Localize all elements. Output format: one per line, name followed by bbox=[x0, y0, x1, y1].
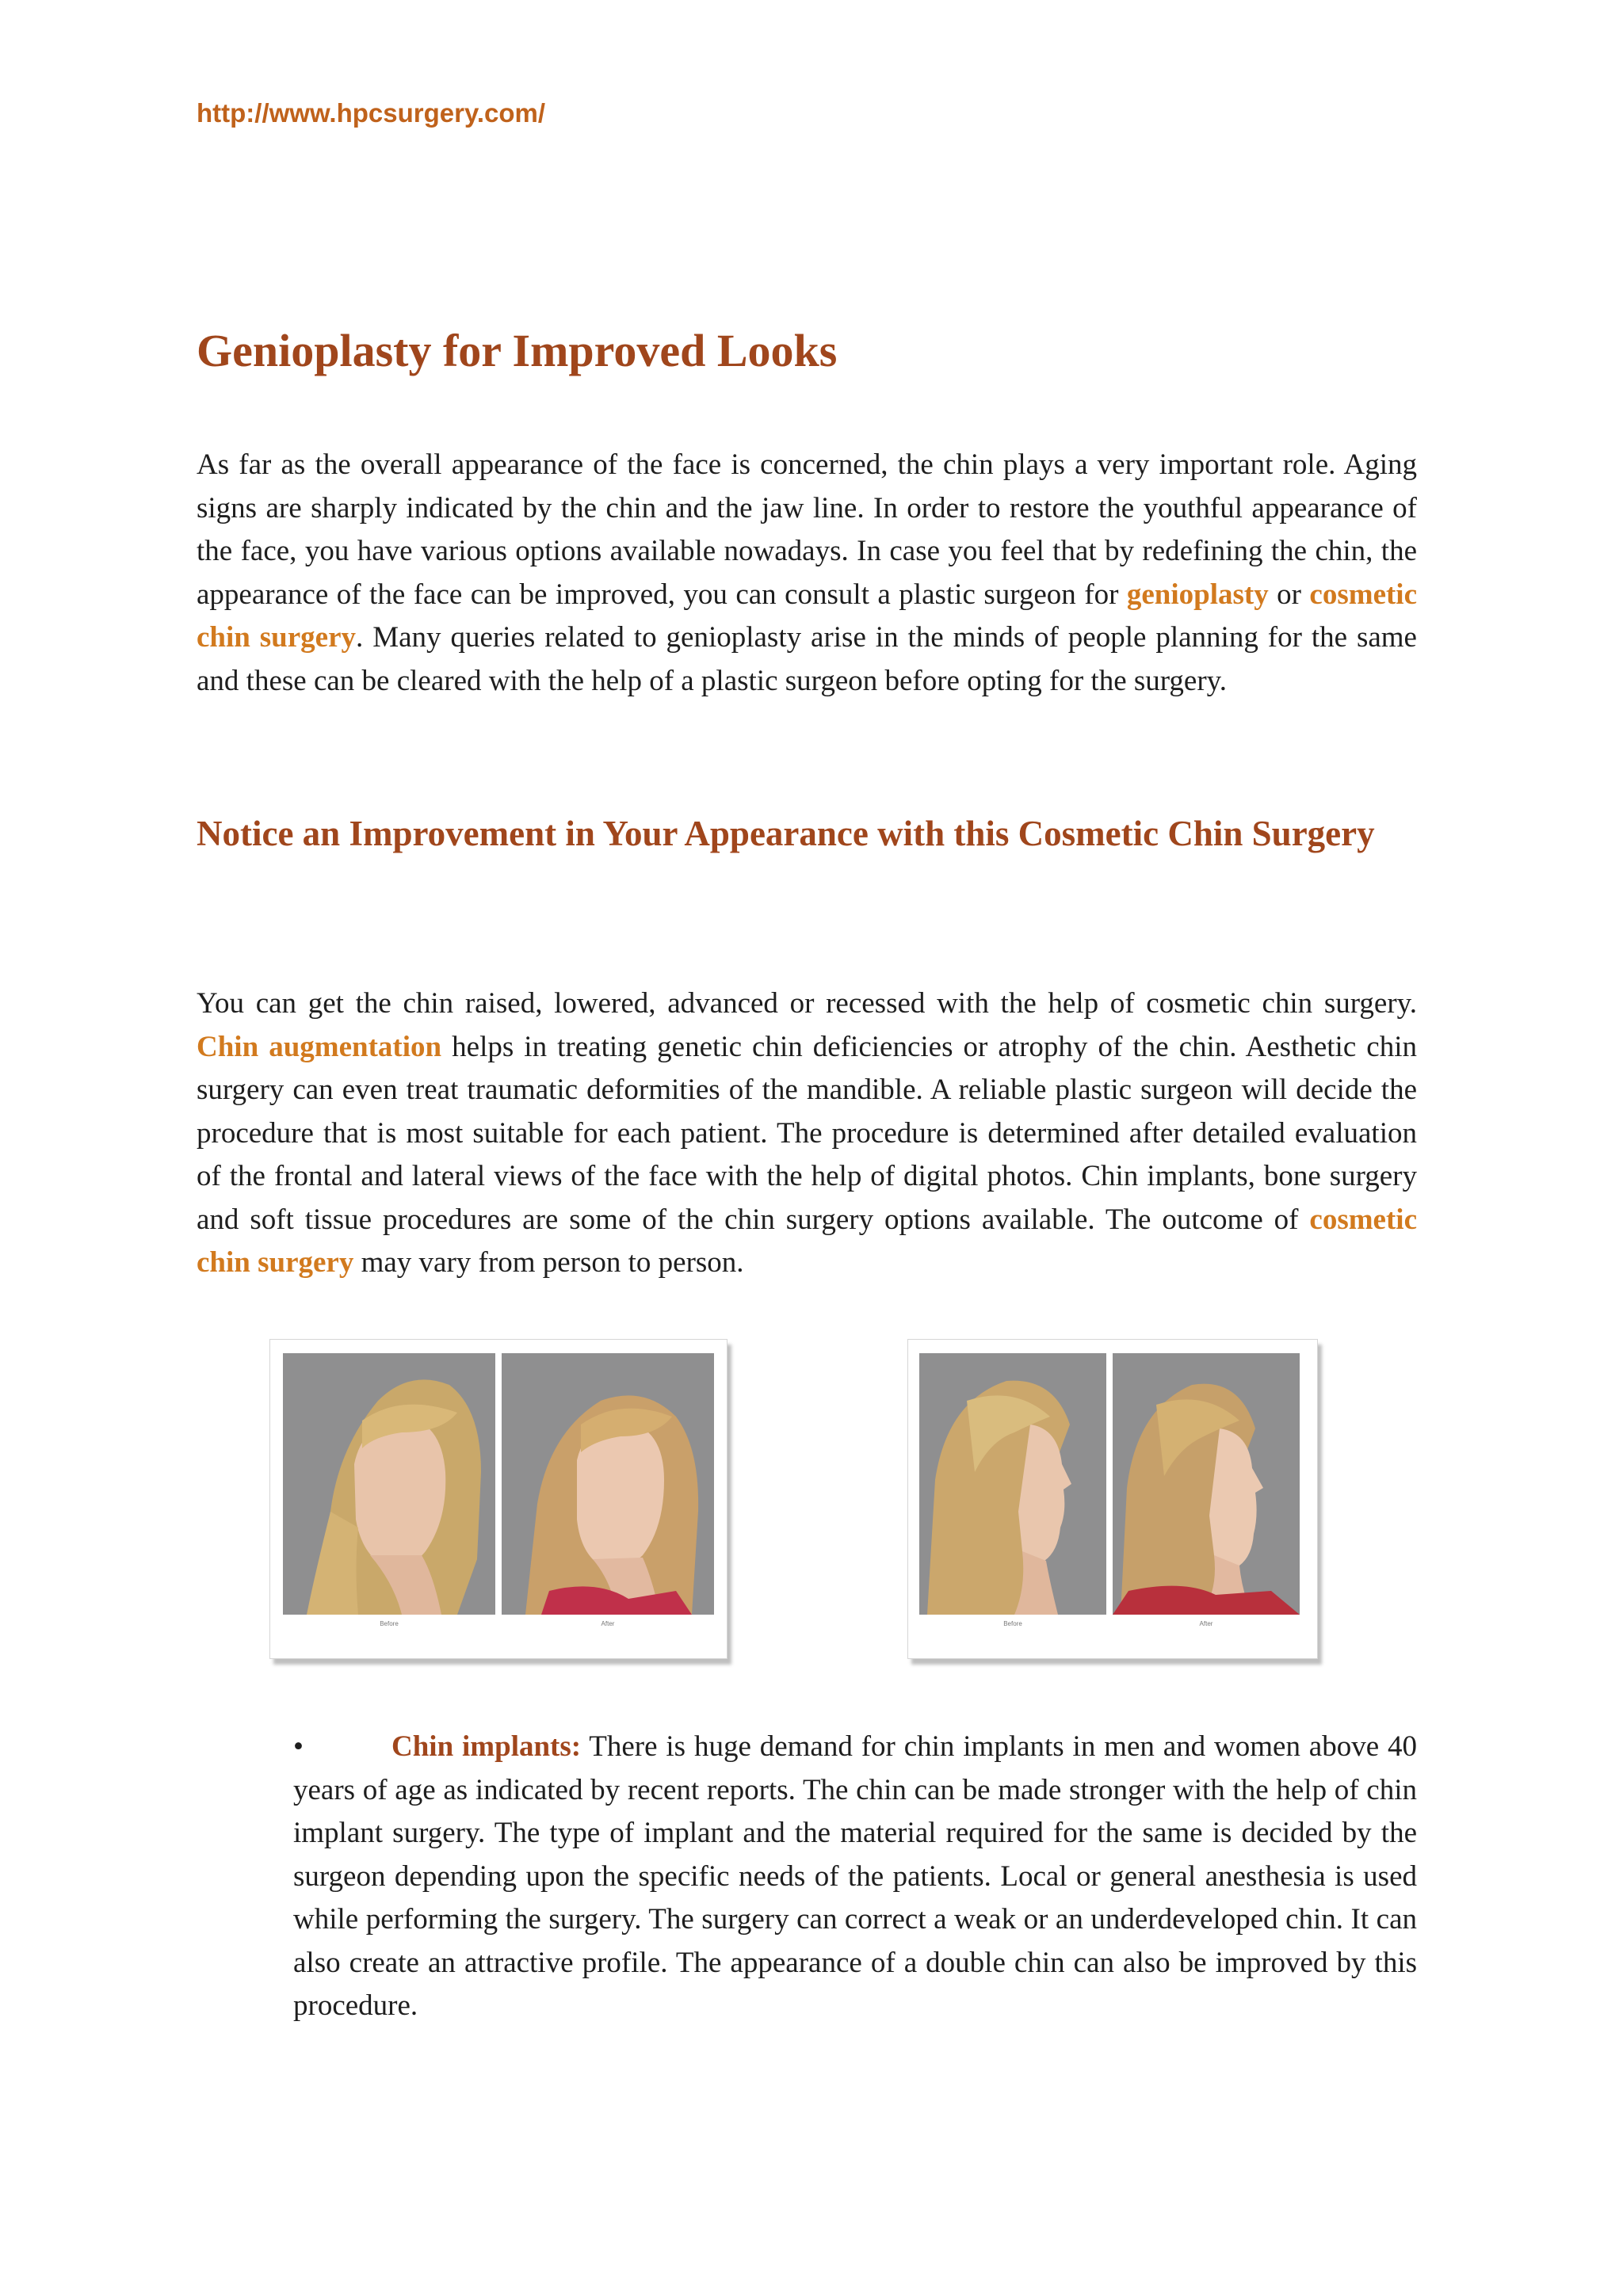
body-text-2: helps in treating genetic chin deficiencies or atrophy of the chin. Aesthetic chin surgery can even treat traumatic deformities of the mandible. A reliable plastic surgeon will decide the procedure that is most suitable for each patient. The procedure is determined after detailed evaluation of the frontal and lateral views of the face with the help of digital photos. Chin implants, bone surgery and soft tissue procedures are some of the chin surgery options available. The outcome of bbox=[197, 1030, 1417, 1236]
bullet-text: There is huge demand for chin implants in men and women above 40 years of age as indicated by recent reports. The chin can be made stronger with the help of chin implant surgery. The type of implant and the material required for the same is decided by the surgeon depending upon the specific needs of the patients. Local or general anesthesia is used while performing the surgery. The surgery can correct a weak or an underdeveloped chin. It can also create an attractive profile. The appearance of a double chin can also be improved by this procedure. bbox=[293, 1730, 1418, 2022]
before-caption-1: Before bbox=[380, 1620, 399, 1627]
body-text-1: You can get the chin raised, lowered, advanced or recessed with the help of cosmetic chin surgery. bbox=[197, 987, 1417, 1020]
cosmetic-chin-surgery-link-2[interactable]: cosmetic chin surgery bbox=[197, 1203, 1417, 1279]
before-after-photo-card-profile bbox=[907, 1339, 1318, 1659]
genioplasty-link[interactable]: genioplasty bbox=[1126, 578, 1269, 611]
intro-paragraph bbox=[197, 444, 1417, 703]
before-caption-2: Before bbox=[1003, 1620, 1022, 1627]
before-after-photo-card-oblique bbox=[269, 1339, 727, 1659]
chin-augmentation-link[interactable]: Chin augmentation bbox=[197, 1030, 442, 1063]
intro-text-3: . Many queries related to genioplasty arise in the minds of people planning for the same and these can be cleared with the help of a plastic surgeon before opting for the surgery. bbox=[197, 621, 1417, 697]
bullet-term: Chin implants: bbox=[391, 1730, 582, 1763]
cosmetic-chin-surgery-link[interactable]: cosmetic chin surgery bbox=[197, 578, 1418, 654]
body-paragraph bbox=[197, 982, 1417, 1285]
intro-text-2: or bbox=[1268, 578, 1310, 611]
after-photo-oblique bbox=[502, 1353, 714, 1615]
bullet-chin-implants bbox=[293, 1726, 1417, 2028]
bullet-marker: • bbox=[293, 1730, 304, 1763]
after-caption-1: After bbox=[601, 1620, 615, 1627]
after-photo-profile bbox=[1113, 1353, 1300, 1615]
before-photo-oblique bbox=[283, 1353, 495, 1615]
body-text-3: may vary from person to person. bbox=[353, 1246, 744, 1279]
header-url-link[interactable]: http://www.hpcsurgery.com/ bbox=[197, 98, 546, 128]
before-photo-profile bbox=[919, 1353, 1106, 1615]
section-subheading: Notice an Improvement in Your Appearance with this Cosmetic Chin Surgery bbox=[197, 814, 1375, 853]
intro-text-1: As far as the overall appearance of the face is concerned, the chin plays a very important role. Aging signs are sharply indicated by the chin and the jaw line. In order to restore the youthful appearance of the face, you have various options available nowadays. In case you feel that by redefining the chin, the appearance of the face can be improved, you can consult a plastic surgeon for bbox=[197, 448, 1417, 611]
after-caption-2: After bbox=[1199, 1620, 1213, 1627]
page-title: Genioplasty for Improved Looks bbox=[197, 325, 838, 376]
